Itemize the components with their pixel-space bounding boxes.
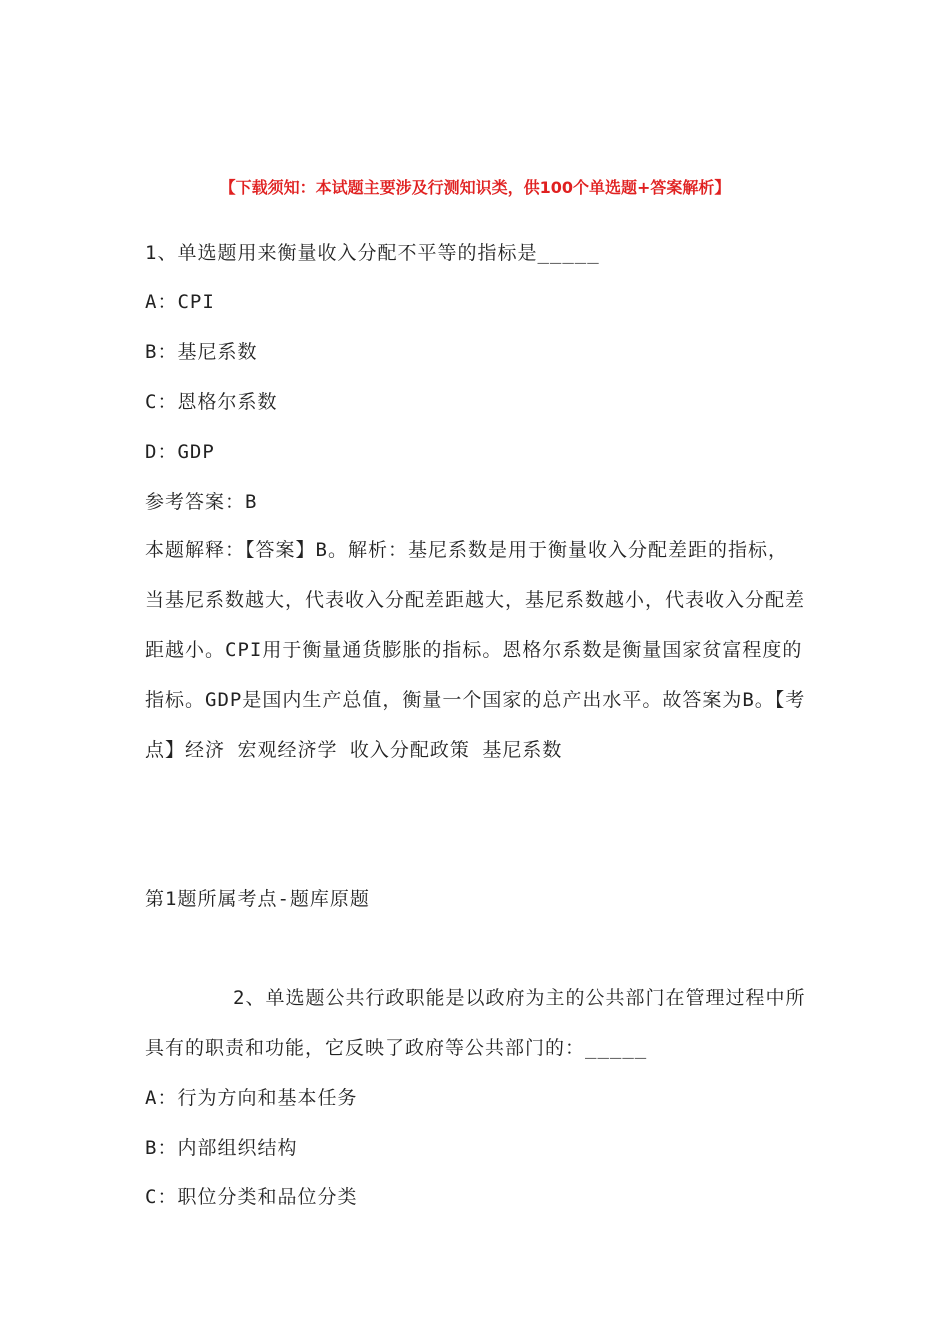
question-2-option-b: B：内部组织结构 <box>145 1137 298 1159</box>
question-1-answer: 参考答案：B <box>145 491 258 513</box>
question-2-option-a: A：行为方向和基本任务 <box>145 1087 358 1109</box>
question-1-option-a: A：CPI <box>145 291 215 313</box>
question-1-stem: 1、单选题用来衡量收入分配不平等的指标是_____ <box>145 242 600 264</box>
question-1-explanation: 本题解释：【答案】B。解析：基尼系数是用于衡量收入分配差距的指标，当基尼系数越大，代表收入分配差距越大，基尼系数越小，代表收入分配差距越小。CPI用于衡量通货膨胀的指标。恩格尔系数是衡量国家贫富程度的指标。GDP是国内生产总值，衡量一个国家的总产出水平。故答案为B。【考点】经济 宏观经济学 收入分配政策 基尼系数 <box>145 539 806 761</box>
download-notice: 【下载须知：本试题主要涉及行测知识类，供100个单选题+答案解析】 <box>219 178 731 197</box>
question-1-option-d: D：GDP <box>145 441 215 463</box>
question-2-stem: 2、单选题公共行政职能是以政府为主的公共部门在管理过程中所具有的职责和功能，它反映了政府等公共部门的：_____ <box>145 987 806 1059</box>
question-1-source: 第1题所属考点-题库原题 <box>145 888 370 910</box>
question-2-option-c: C：职位分类和品位分类 <box>145 1186 358 1208</box>
question-1-option-b: B：基尼系数 <box>145 341 258 363</box>
question-1-option-c: C：恩格尔系数 <box>145 391 278 413</box>
